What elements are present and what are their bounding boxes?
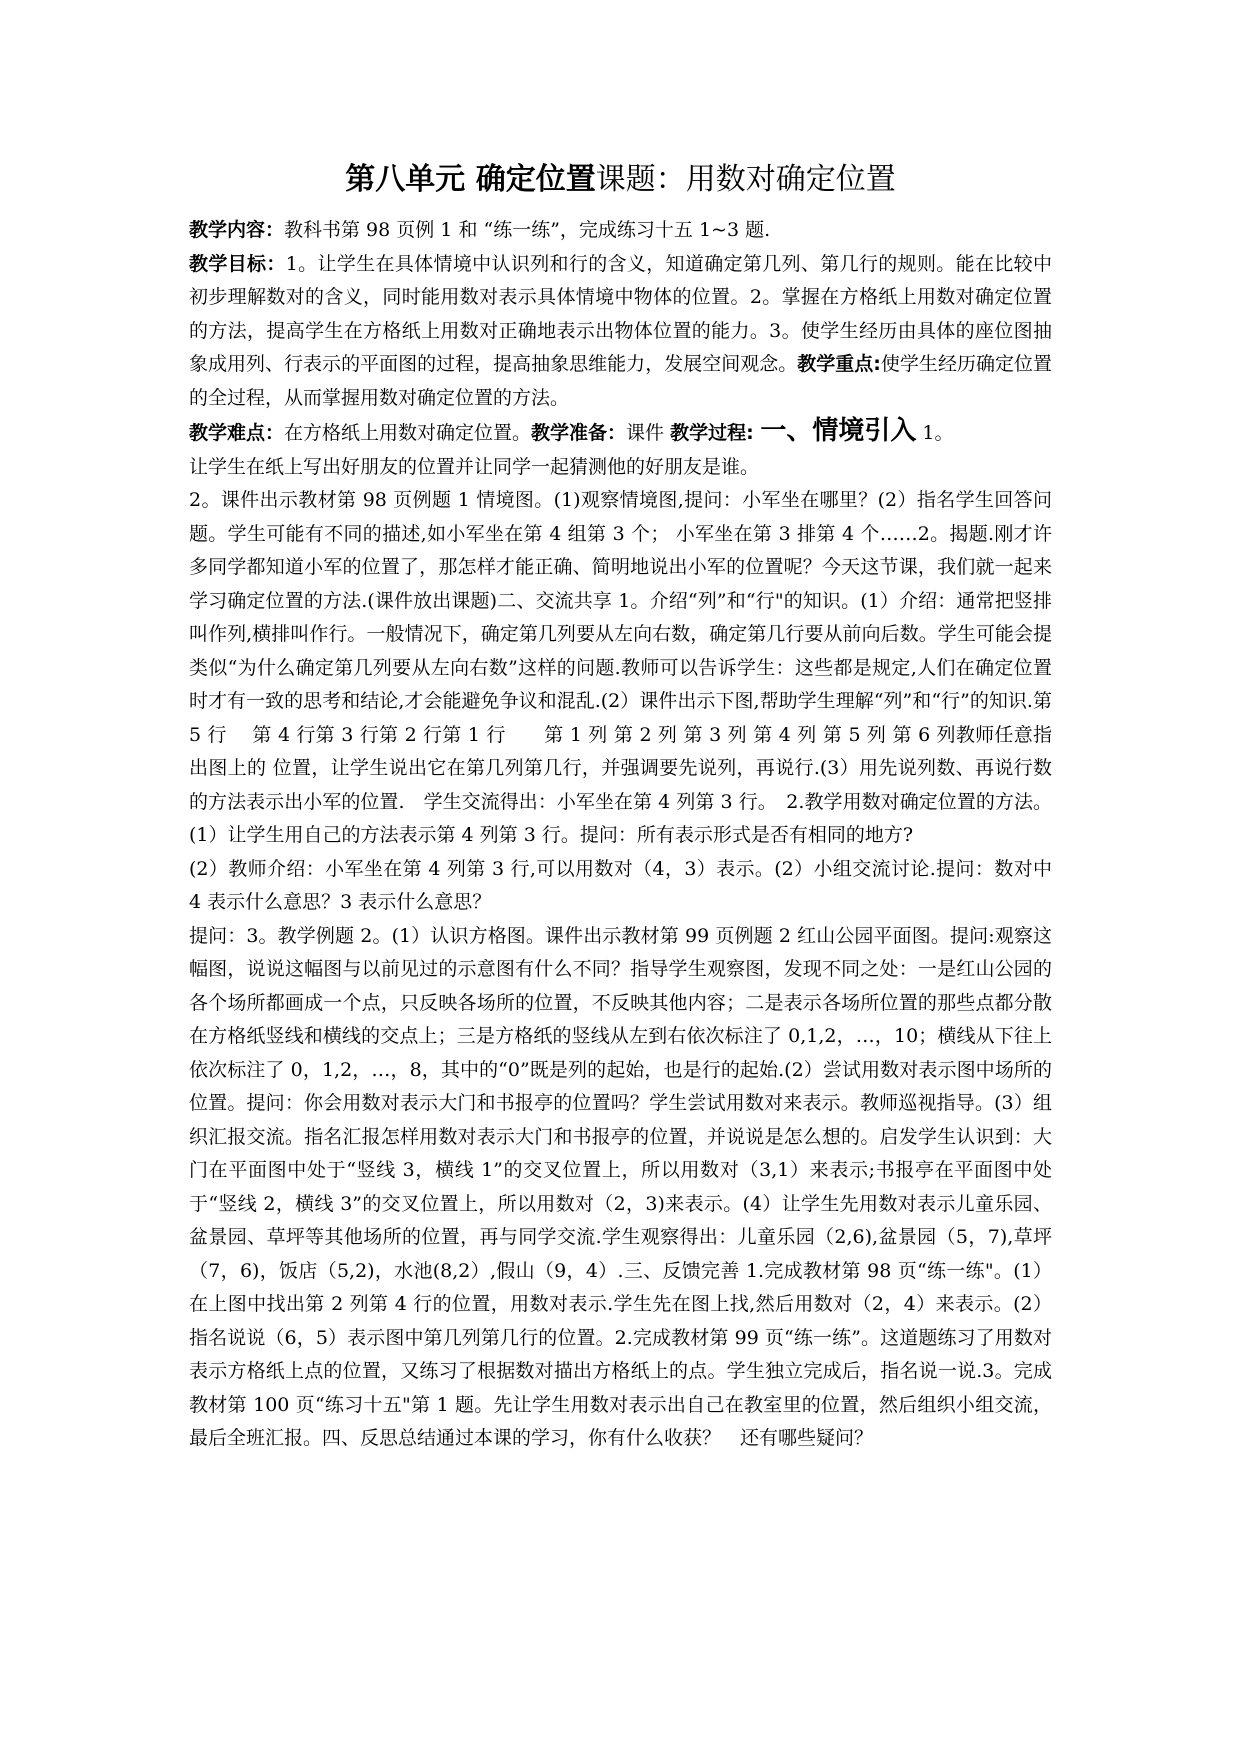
paragraph-2: 2。课件出示教材第 98 页例题 1 情境图。(1)观察情境图,提问：小军坐在哪里？(2）指名学生回答问题。学生可能有不同的描述,如小军坐在第 4 组第 3 个； 小军坐在第 3 排第 4 个……2。揭题.刚才许多同学都知道小军的位置了，那怎样才能正确、简明地说出小军的位置呢？今天这节课，我们就一起来学习确定位置的方法.(课件放出课题)二、交流共享 1。介绍“列”和“行"的知识。(1）介绍：通常把竖排叫作列,横排叫作行。一般情况下，确定第几列要从左向右数，确定第几行要从前向后数。学生可能会提类似“为什么确定第几列要从左向右数”这样的问题.教师可以告诉学生：这些都是规定,人们在确定位置时才有一致的思考和结论,才会能避免争议和混乱.(2）课件出示下图,帮助学生理解“列”和“行”的知识.第 5 行 第 4 行第 3 行第 2 行第 1 行 第 1 列 第 2 列 第 3 列 第 4 列 第 5 列 第 6 列教师任意指出图上的 位置，让学生说出它在第几列第几行，并强调要先说列，再说行.(3）用先说列数、再说行数的方法表示出小军的位置. 学生交流得出：小军坐在第 4 列第 3 行。 2.教学用数对确定位置的方法。(1）让学生用自己的方法表示第 4 列第 3 行。提问：所有表示形式是否有相同的地方?: [189, 489, 1052, 846]
paragraph-3: (2）教师介绍：小军坐在第 4 列第 3 行,可以用数对（4，3）表示。(2）小组交流讨论.提问：数对中 4 表示什么意思？3 表示什么意思？: [189, 857, 1052, 913]
goals-label: 教学目标：: [189, 252, 286, 275]
difficulty-text: 在方格纸上用数对确定位置。: [284, 422, 532, 444]
content-paragraph: [189, 214, 1052, 248]
difficulty-label: 教学难点：: [189, 422, 285, 444]
content-label: 教学内容：: [189, 219, 285, 241]
goals-text: 1。让学生在具体情境中认识列和行的含义，知道确定第几列、第几行的规则。能在比较中初步理解数对的含义，同时能用数对表示具体情境中物体的位置。2。掌握在方格纸上用数对确定位置的方法，提高学生在方格纸上用数对正确地表示出物体位置的能力。3。使学生经历由具体的座位图抽象成用列、行表示的平面图的过程，提高抽象思维能力，发展空间观念。: [189, 252, 1052, 375]
unit-title: 第八单元 确定位置: [345, 162, 596, 197]
difficulty-tail: 1。: [916, 422, 954, 444]
preparation-text: 课件: [626, 422, 671, 444]
key-points-text: 使学生经历确定位置的全过程，从而掌握用数对确定位置的方法。: [189, 353, 1052, 409]
process-label: 教学过程:: [670, 422, 761, 444]
section-heading-intro: 一、情境引入: [760, 416, 917, 446]
content-text: 教科书第 98 页例 1 和 “练一练”，完成练习十五 1~3 题.: [284, 219, 771, 241]
preparation-label: 教学准备：: [531, 422, 627, 444]
paragraph-4: 提问：3。教学例题 2。(1）认识方格图。课件出示教材第 99 页例题 2 红山公园平面图。提问:观察这幅图，说说这幅图与以前见过的示意图有什么不同？指导学生观察图，发现不同之处：一是红山公园的各个场所都画成一个点，只反映各场所的位置，不反映其他内容；二是表示各场所位置的那些点都分散在方格纸竖线和横线的交点上；三是方格纸的竖线从左到右依次标注了 0,1,2，…，10；横线从下往上依次标注了 0，1,2，…，8，其中的“0”既是列的起始，也是行的起始.(2）尝试用数对表示图中场所的位置。提问：你会用数对表示大门和书报亭的位置吗？学生尝试用数对来表示。教师巡视指导。(3）组织汇报交流。指名汇报怎样用数对表示大门和书报亭的位置，并说说是怎么想的。启发学生认识到：大门在平面图中处于“竖线 3，横线 1”的交叉位置上，所以用数对（3,1）来表示;书报亭在平面图中处于“竖线 2，横线 3”的交叉位置上，所以用数对（2，3)来表示。(4）让学生先用数对表示儿童乐园、盆景园、草坪等其他场所的位置，再与同学交流.学生观察得出：儿童乐园（2,6),盆景园（5，7),草坪（7，6)，饭店（5,2)，水池(8,2）,假山（9，4）.三、反馈完善 1.完成教材第 98 页“练一练"。(1）在上图中找出第 2 列第 4 行的位置，用数对表示.学生先在图上找,然后用数对（2，4）来表示。(2）指名说说（6，5）表示图中第几列第几行的位置。2.完成教材第 99 页“练一练”。这道题练习了用数对表示方格纸上点的位置，又练习了根据数对描出方格纸上的点。学生独立完成后，指名说一说.3。完成教材第 100 页“练习十五"第 1 题。先让学生用数对表示出自己在教室里的位置，然后组织小组交流，最后全班汇报。四、反思总结通过本课的学习，你有什么收获？ 还有哪些疑问？: [189, 924, 1052, 1449]
difficulty-paragraph: [189, 415, 1052, 451]
page-title: [0, 160, 1241, 200]
goals-paragraph: [189, 248, 1052, 416]
lesson-body: [189, 214, 1052, 1456]
paragraph-1: 让学生在纸上写出好朋友的位置并让同学一起猜测他的好朋友是谁。: [189, 455, 760, 478]
lesson-title: 课题：用数对确定位置: [595, 162, 896, 197]
key-points-label: 教学重点:: [797, 353, 881, 375]
